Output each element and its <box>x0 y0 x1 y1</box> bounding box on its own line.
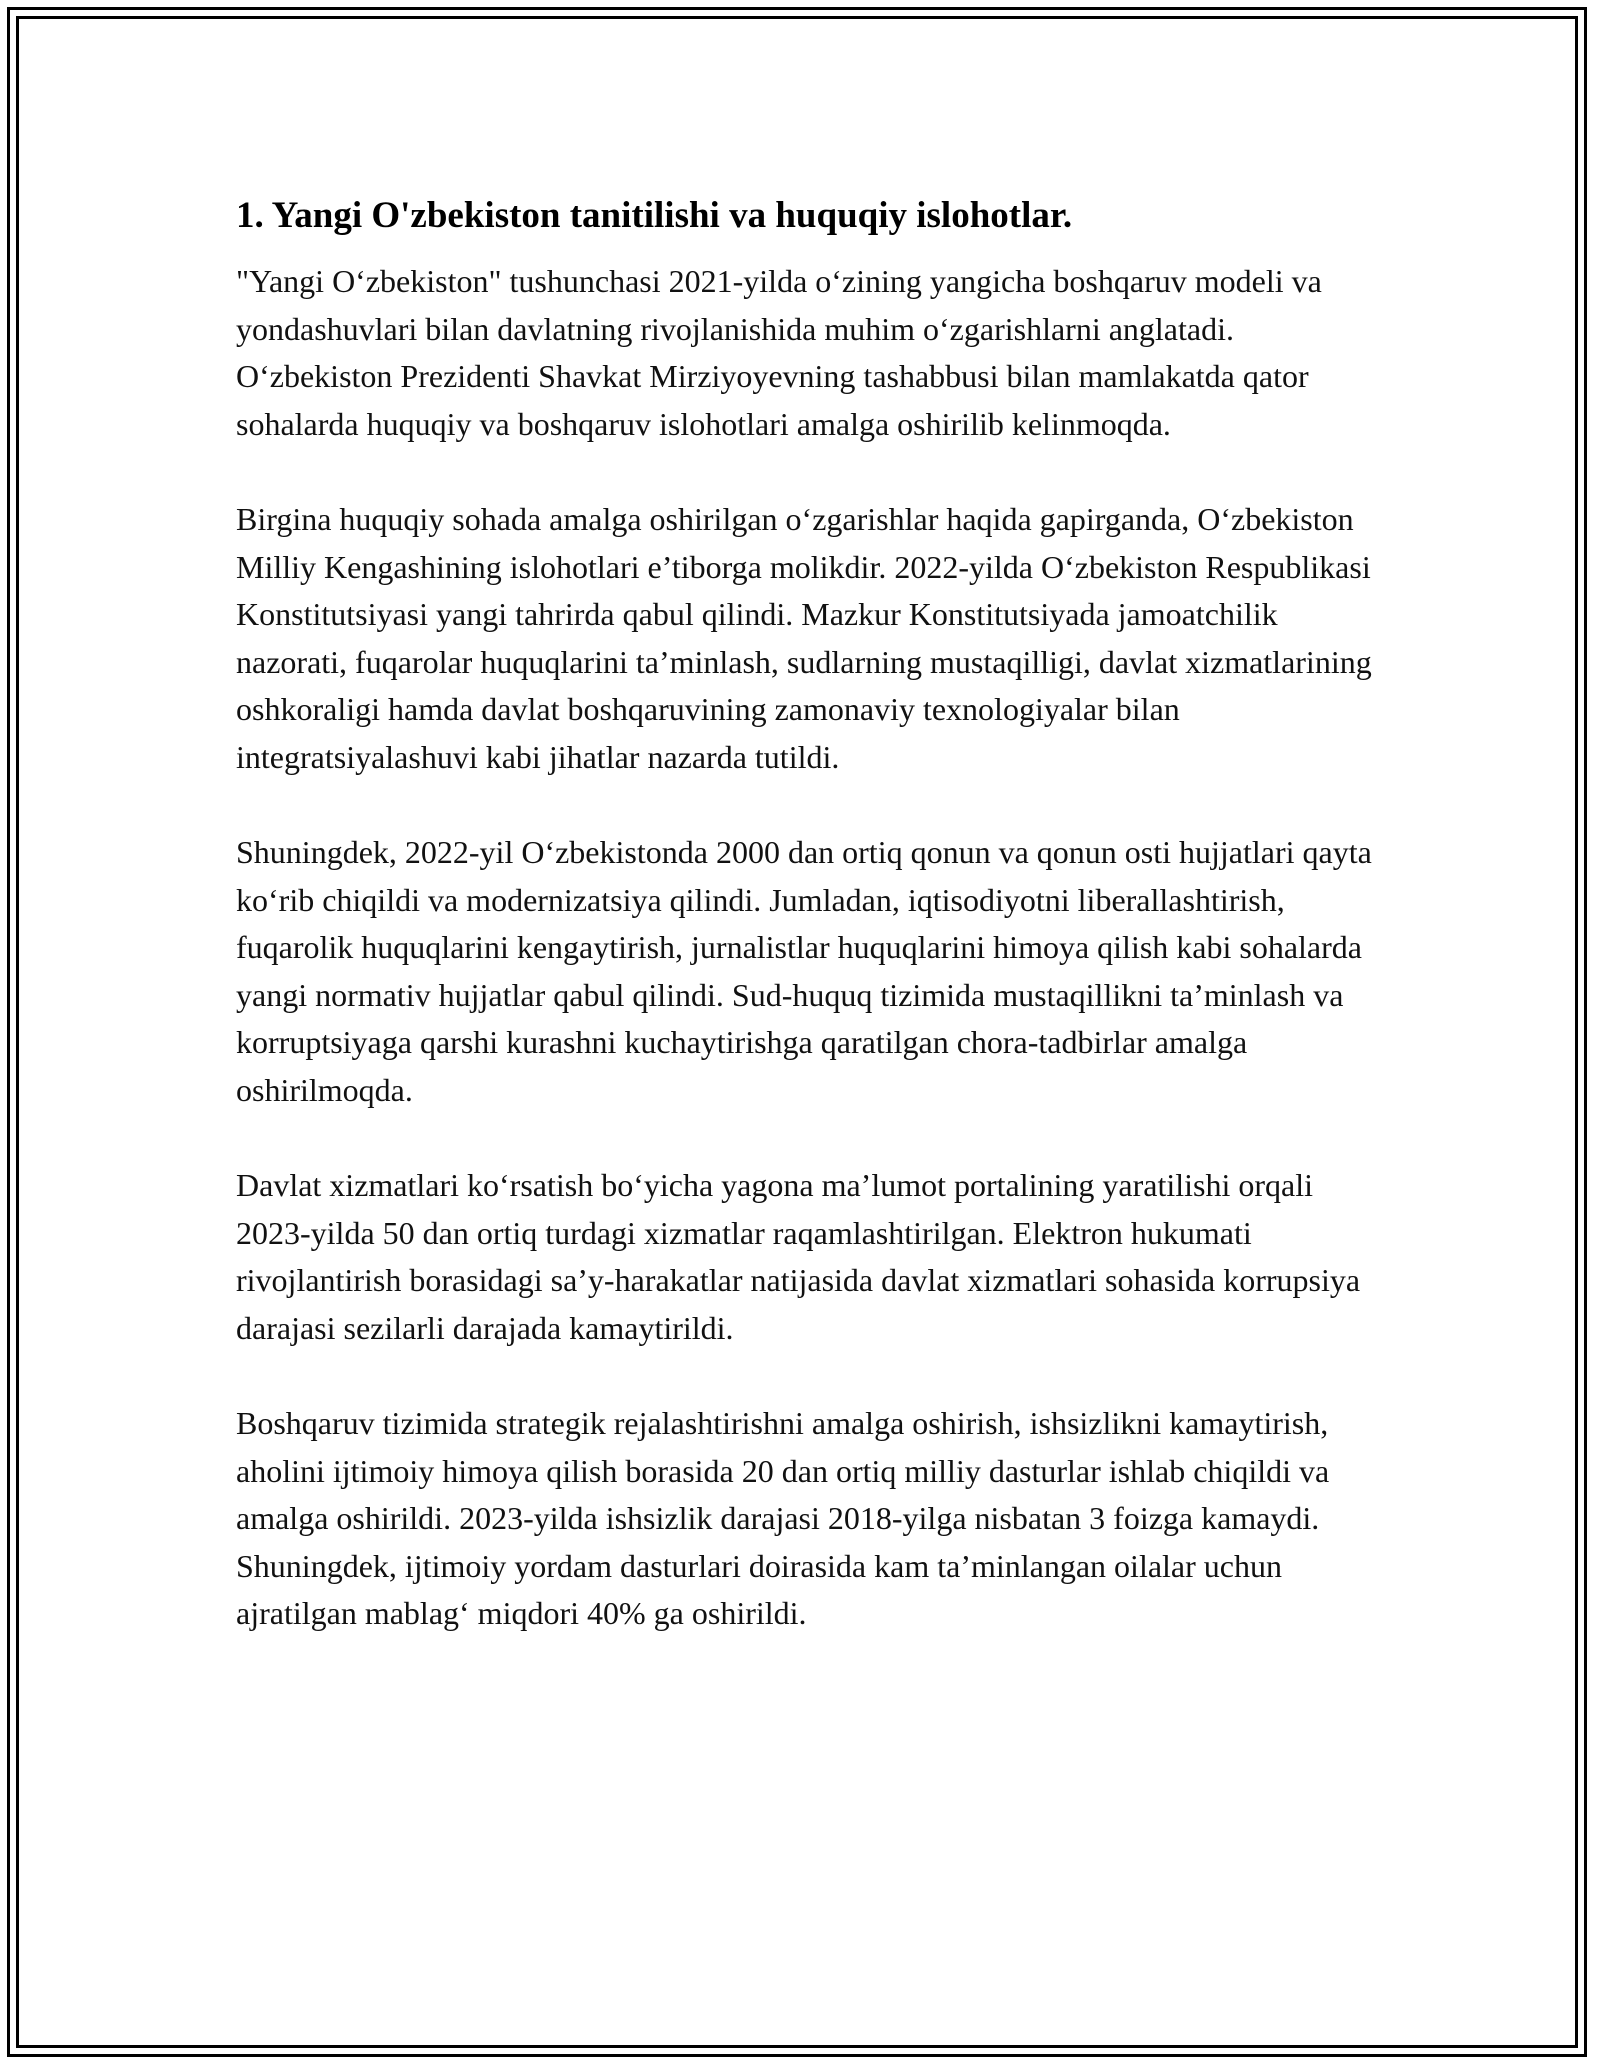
paragraph-legislation: Shuningdek, 2022-yil O‘zbekistonda 2000 dan ortiq qonun va qonun osti hujjatlari qayta ko‘rib chiqildi va modernizatsiya qilindi. Jumladan, iqtisodiyotni liberallashtirish, fuqarolik huquqlarini kengaytirish, jurnalistlar huquqlarini himoya qilish kabi sohalarda yangi normativ hujjatlar qabul qilindi. Sud-huquq tizimida mustaqillikni ta’minlash va korruptsiyaga qarshi kurashni kuchaytirishga qaratilgan chora-tadbirlar amalga oshirilmoqda. <box>236 834 1372 1108</box>
document-body <box>236 188 1386 1638</box>
paragraph-public-services: Davlat xizmatlari ko‘rsatish bo‘yicha yagona ma’lumot portalining yaratilishi orqali 2023-yilda 50 dan ortiq turdagi xizmatlar raqamlashtirilgan. Elektron hukumati rivojlantirish borasidagi sa’y-harakatlar natijasida davlat xizmatlari sohasida korrupsiya darajasi sezilarli darajada kamaytirildi. <box>236 1167 1361 1346</box>
section-heading: 1. Yangi O'zbekiston tanitilishi va huquqiy islohotlar. <box>236 195 1073 236</box>
paragraph-governance: Boshqaruv tizimida strategik rejalashtirishni amalga oshirish, ishsizlikni kamaytirish, aholini ijtimoiy himoya qilish borasida 20 dan ortiq milliy dasturlar ishlab chiqildi va amalga oshirildi. 2023-yilda ishsizlik darajasi 2018-yilga nisbatan 3 foizga kamaydi. Shuningdek, ijtimoiy yordam dasturlari doirasida kam ta’minlangan oilalar uchun ajratilgan mablag‘ miqdori 40% ga oshirildi. <box>236 1405 1330 1631</box>
paragraph-intro: "Yangi O‘zbekiston" tushunchasi 2021-yilda o‘zining yangicha boshqaruv modeli va yondashuvlari bilan davlatning rivojlanishida muhim o‘zgarishlarni anglatadi. O‘zbekiston Prezidenti Shavkat Mirziyoyevning tashabbusi bilan mamlakatda qator sohalarda huquqiy va boshqaruv islohotlari amalga oshirilib kelinmoqda. <box>236 263 1322 442</box>
paragraph-constitution: Birgina huquqiy sohada amalga oshirilgan o‘zgarishlar haqida gapirganda, O‘zbekiston Milliy Kengashining islohotlari e’tiborga molikdir. 2022-yilda O‘zbekiston Respublikasi Konstitutsiyasi yangi tahrirda qabul qilindi. Mazkur Konstitutsiyada jamoatchilik nazorati, fuqarolar huquqlarini ta’minlash, sudlarning mustaqilligi, davlat xizmatlarining oshkoraligi hamda davlat boshqaruvining zamonaviy texnologiyalar bilan integratsiyalashuvi kabi jihatlar nazarda tutildi. <box>236 501 1372 775</box>
